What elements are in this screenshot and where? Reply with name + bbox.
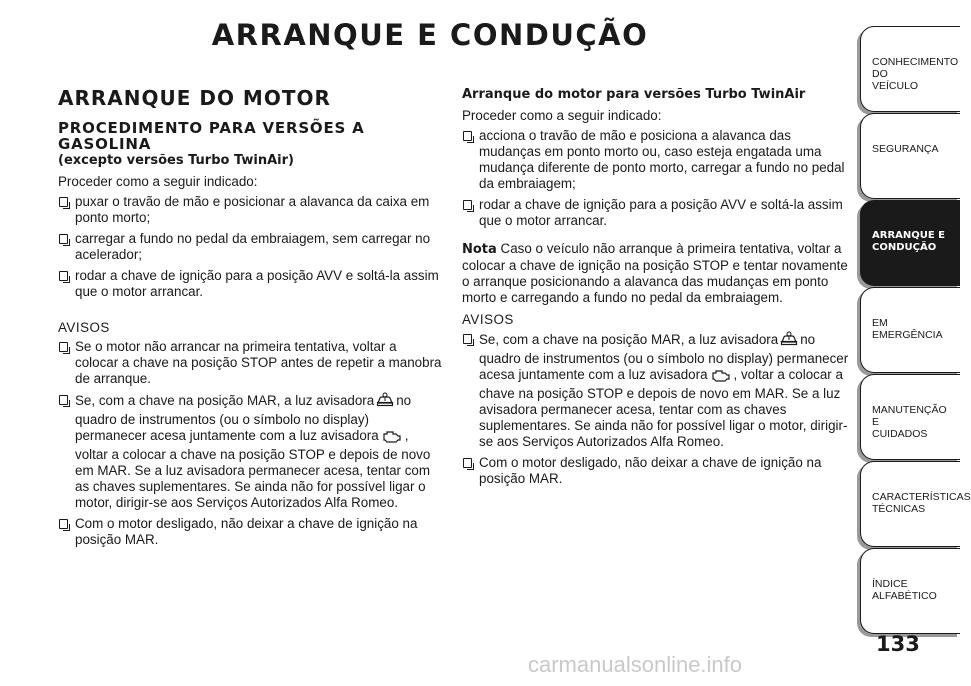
avisos-label: AVISOS xyxy=(58,320,110,335)
step-text: rodar a chave de ignição para a posição AVV e soltá-la assim que o motor arrancar. xyxy=(75,268,439,299)
step-text: rodar a chave de ignição para a posição AVV e soltá-la assim que o motor arrancar. xyxy=(479,197,843,228)
tab-manutencao-cuidados[interactable] xyxy=(860,374,960,460)
section-heading-arranque-motor: ARRANQUE DO MOTOR xyxy=(58,86,331,110)
checkbox-bullet-icon xyxy=(59,234,68,244)
tab-seguranca[interactable] xyxy=(860,113,960,199)
immobilizer-car-key-icon xyxy=(780,331,798,351)
warning-item xyxy=(58,339,443,387)
nota-block xyxy=(462,241,852,306)
step-text: carregar a fundo no pedal da embraiagem, sem carregar no acelerador; xyxy=(75,231,431,262)
chapter-tabs xyxy=(860,26,971,635)
step-item xyxy=(58,194,443,226)
right-column xyxy=(462,82,852,492)
intro-text: Proceder como a seguir indicado: xyxy=(462,108,662,123)
step-item xyxy=(58,231,443,263)
tab-label-line1: CONHECIMENTO DO xyxy=(872,56,959,80)
subheading-gasolina-line2: GASOLINA xyxy=(58,135,152,153)
warning-item xyxy=(462,455,852,487)
step-text: puxar o travão de mão e posicionar a alavanca da caixa em ponto morto; xyxy=(75,194,430,225)
tab-label-line1: SEGURANÇA xyxy=(872,143,939,155)
checkbox-bullet-icon xyxy=(463,200,472,210)
step-item xyxy=(462,128,852,192)
page-title: ARRANQUE E CONDUÇÃO xyxy=(211,18,649,52)
warning-text-c: , voltar a colocar a chave na posição STOP e depois de novo em MAR. Se a luz avisadora permanecer acesa, tentar com as chaves suplementares. Se ainda não for possível ligar o motor, dirigir-se aos Serviços Autorizados Alfa Romeo. xyxy=(479,367,848,449)
tab-label-line1: MANUTENÇÃO E xyxy=(872,404,947,428)
tab-label-line1: EM EMERGÊNCIA xyxy=(872,317,943,341)
tab-label-line1: ARRANQUE E xyxy=(872,230,946,241)
tab-em-emergencia[interactable] xyxy=(860,287,960,373)
checkbox-bullet-icon xyxy=(463,458,472,468)
engine-check-icon xyxy=(710,368,732,386)
tab-label-line2: TÉCNICAS xyxy=(872,503,926,515)
warning-text: Com o motor desligado, não deixar a chave de ignição na posição MAR. xyxy=(75,516,418,547)
checkbox-bullet-icon xyxy=(59,395,68,405)
tab-arranque-conducao[interactable] xyxy=(860,200,960,286)
warning-text: Se o motor não arrancar na primeira tentativa, voltar a colocar a chave na posição STOP antes de repetir a manobra de arranque. xyxy=(75,339,442,386)
tab-label-line1: ÍNDICE ALFABÉTICO xyxy=(872,578,937,602)
nota-label: Nota xyxy=(462,242,497,257)
tab-caracteristicas-tecnicas[interactable] xyxy=(860,461,971,547)
warning-text-a: Se, com a chave na posição MAR, a luz avisadora xyxy=(479,332,779,347)
checkbox-bullet-icon xyxy=(463,131,472,141)
left-column xyxy=(58,82,443,553)
tab-indice-alfabetico[interactable] xyxy=(860,548,960,634)
tab-label-line1: CARACTERÍSTICAS xyxy=(872,491,971,503)
step-item xyxy=(58,268,443,300)
checkbox-bullet-icon xyxy=(59,519,68,529)
avisos-label: AVISOS xyxy=(462,312,514,327)
subheading-note: (excepto versões Turbo TwinAir) xyxy=(58,153,294,168)
subheading-gasolina-line1: PROCEDIMENTO PARA VERSÕES A xyxy=(58,119,365,137)
warning-text-a: Se, com a chave na posição MAR, a luz avisadora xyxy=(75,393,375,408)
nota-text: Caso o veículo não arranque à primeira tentativa, voltar a colocar a chave de ignição na posição STOP e tentar novamente o arranque posicionando a alavanca das mudanças em ponto morto e carregando a fundo no pedal da embraiagem. xyxy=(462,241,848,305)
warning-text-b: no quadro de instrumentos (ou o símbolo no display) permanecer acesa juntamente com a luz avisadora xyxy=(75,393,412,443)
checkbox-bullet-icon xyxy=(59,197,68,207)
warning-text-c: , voltar a colocar a chave na posição STOP e depois de novo em MAR. Se a luz avisadora permanecer acesa, tentar com as chaves suplementares. Se ainda não for possível ligar o motor, dirigir-se aos Serviços Autorizados Alfa Romeo. xyxy=(75,428,431,510)
page-number: 133 xyxy=(876,632,920,656)
tab-conhecimento-veiculo[interactable] xyxy=(860,26,960,112)
intro-text: Proceder como a seguir indicado: xyxy=(58,174,258,189)
warning-text-b: no quadro de instrumentos (ou o símbolo no display) permanecer acesa juntamente com a luz avisadora xyxy=(479,332,849,382)
watermark: carmanualsonline.info xyxy=(528,652,743,677)
step-item xyxy=(462,197,852,229)
step-text: acciona o travão de mão e posiciona a alavanca das mudanças em ponto morto ou, caso esteja engatada uma mudança diferente de ponto morto, carregar a fundo no pedal da embraiagem; xyxy=(479,128,845,191)
immobilizer-car-key-icon xyxy=(376,392,394,412)
tab-label-line2: CONDUÇÃO xyxy=(872,242,937,253)
checkbox-bullet-icon xyxy=(463,334,472,344)
warning-item xyxy=(58,392,443,511)
section-heading-twinair: Arranque do motor para versões Turbo TwinAir xyxy=(462,87,806,102)
warning-text: Com o motor desligado, não deixar a chave de ignição na posição MAR. xyxy=(479,455,822,486)
checkbox-bullet-icon xyxy=(59,342,68,352)
warning-item xyxy=(58,516,443,548)
engine-check-icon xyxy=(381,429,403,447)
checkbox-bullet-icon xyxy=(59,271,68,281)
warning-item xyxy=(462,331,852,450)
tab-label-line2: CUIDADOS xyxy=(872,428,928,440)
tab-label-line2: VEÍCULO xyxy=(872,80,919,92)
